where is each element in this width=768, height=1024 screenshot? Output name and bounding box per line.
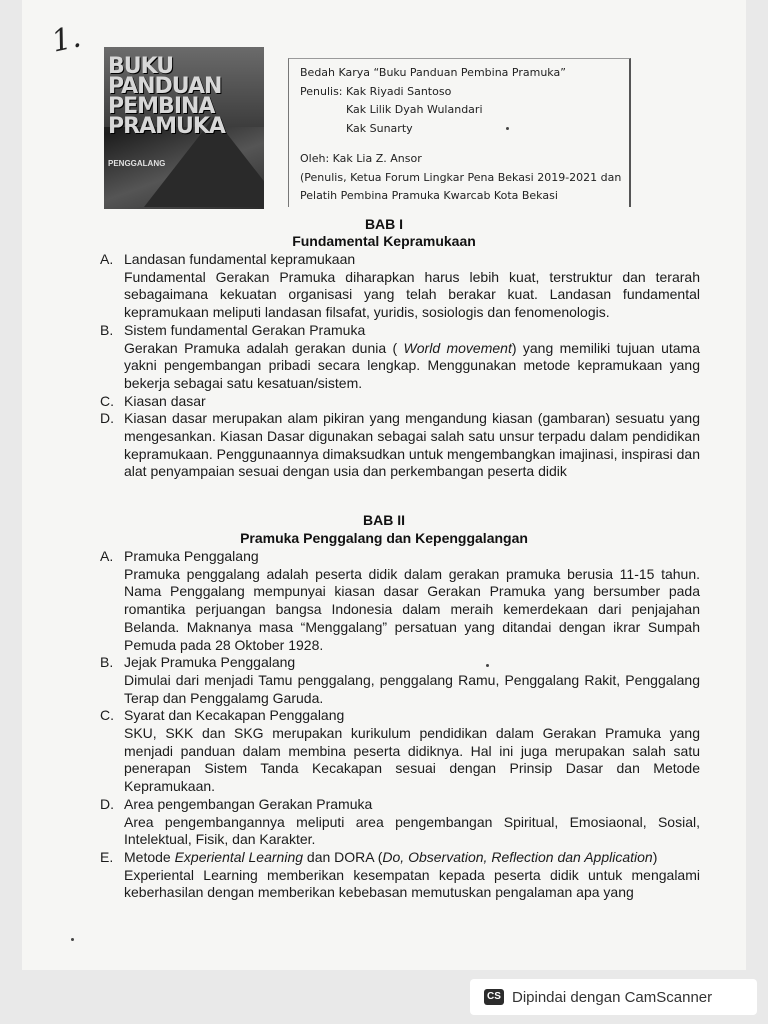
item-title: Area pengembangan Gerakan Pramuka — [124, 795, 373, 812]
item-title: Jejak Pramuka Penggalang — [124, 654, 296, 671]
item-title: Syarat dan Kecakapan Penggalang — [124, 707, 345, 724]
item-letter: A. — [100, 548, 114, 564]
item-letter: D. — [100, 410, 114, 427]
authors-label: Penulis: Kak Riyadi Santoso — [300, 84, 452, 98]
bab2-content — [100, 548, 700, 902]
item-body: Pramuka penggalang adalah peserta didik dalam gerakan pramuka berusia 11-15 tahun. Nama Penggalang mempunyai kiasan dasar Gerakan Pramuka yang bersumber pada romantika perjuangan bangsa Indonesia dalam meraih kemerdekaan dari penjajahan Belanda. Maknanya masa “Menggalang” persatuan yang ditandai dengan ikrar Sumpah Pemuda pada 28 Oktober 1928. — [124, 565, 700, 653]
item-body: SKU, SKK dan SKG merupakan kurikulum pendidikan dalam Gerakan Pramuka yang menjadi panduan dalam membina peserta didiknya. Hal ini juga merupakan salah satu penerapan Sistem Tanda Kecakapan sesuai dengan Prinsip Dasar dan Metode Kepramukaan. — [124, 725, 700, 795]
item-title-emphasis: Experiental Learning — [174, 848, 304, 865]
item-title-text: dan DORA ( — [303, 848, 383, 865]
cover-title-art — [108, 54, 258, 139]
bab1-content — [100, 251, 700, 481]
author-name: Kak Lilik Dyah Wulandari — [346, 103, 483, 116]
item-letter: B. — [100, 654, 114, 671]
item-title-text: ) — [652, 848, 658, 865]
item-body: Dimulai dari menjadi Tamu penggalang, penggalang Ramu, Penggalang Rakit, Penggalang Terap dan Penggalamg Garuda. — [124, 671, 700, 706]
list-item — [100, 849, 700, 902]
item-body: Fundamental Gerakan Pramuka diharapkan harus lebih kuat, terstruktur dan terarah sebagaimana kekuatan organisasi yang telah berakar kuat. Landasan fundamental kepramukaan meliputi landasan filsafat, yuridis, sosiologis dan fenomenologis. — [124, 268, 700, 321]
author-name: Kak Sunarty — [346, 121, 413, 135]
bab2-title: Pramuka Penggalang dan Kepenggalangan — [240, 530, 528, 546]
list-item — [100, 251, 700, 322]
list-item — [100, 548, 700, 654]
cover-subtitle: PENGGALANG — [108, 159, 166, 168]
item-title-text: Metode — [124, 848, 175, 865]
item-letter: C. — [100, 392, 114, 409]
item-letter: C. — [100, 707, 114, 724]
handwritten-mark: 1. — [48, 19, 84, 60]
scan-speck — [486, 664, 489, 667]
item-letter: E. — [100, 848, 114, 865]
bab1-title: Fundamental Kepramukaan — [292, 233, 476, 249]
list-item — [100, 796, 700, 849]
scan-speck — [506, 127, 509, 130]
item-body-emphasis: World movement — [403, 339, 512, 356]
item-body: Area pengembangannya meliputi area pengembangan Spiritual, Emosiaonal, Sosial, Intelektual, Fisik, dan Karakter. — [124, 813, 700, 848]
item-body: Experiental Learning memberikan kesempatan kepada peserta didik untuk mengalami keberhasilan dengan memberikan kebebasan memutuskan pengalaman apa yang — [124, 866, 700, 901]
item-letter: B. — [100, 321, 114, 338]
camscanner-text: Dipindai dengan CamScanner — [512, 988, 713, 1006]
item-title: Pramuka Penggalang — [124, 548, 259, 564]
list-item — [100, 654, 700, 707]
item-title: Kiasan dasar — [124, 392, 206, 409]
cover-title-line: BUKU — [108, 54, 174, 79]
camscanner-icon: CS — [484, 989, 504, 1005]
camscanner-watermark — [470, 979, 757, 1015]
list-item — [100, 322, 700, 393]
list-item — [100, 410, 700, 481]
item-letter: A. — [100, 251, 114, 267]
bab2-label: BAB II — [363, 512, 405, 528]
cover-title-line: PEMBINA — [108, 94, 215, 119]
item-body-text: ) yang memiliki tujuan utama yakni pengembangan pribadi secara lengkap. Menggunakan metode kepramukaan yang bekerja sebagai satu kesatuan/sistem. — [124, 339, 700, 391]
item-body-text: Gerakan Pramuka adalah gerakan dunia ( — [124, 339, 404, 356]
item-letter: D. — [100, 795, 114, 812]
reviewer-affiliation: Pelatih Pembina Pramuka Kwarcab Kota Bekasi — [300, 189, 558, 202]
review-title: Bedah Karya “Buku Panduan Pembina Pramuka” — [300, 66, 566, 79]
item-body: Kiasan dasar merupakan alam pikiran yang mengandung kiasan (gambaran) sesuatu yang mengesankan. Kiasan Dasar digunakan sebagai salah satu unsur terpadu dalam pendidikan kepramukaan. Penggunaannya dimaksudkan untuk mengembangkan imajinasi, inspirasi dan alat penyampaian sesuai dengan usia dan perkembangan peserta didik — [124, 410, 700, 480]
item-title — [100, 849, 700, 867]
list-item — [100, 393, 700, 411]
cover-title-line: PRAMUKA — [108, 114, 225, 139]
list-item — [100, 707, 700, 796]
item-title-emphasis: Do, Observation, Reflection dan Application — [382, 848, 653, 865]
book-review-header — [300, 64, 630, 206]
scan-speck — [71, 938, 74, 941]
item-title: Sistem fundamental Gerakan Pramuka — [124, 321, 366, 338]
book-cover-image — [104, 47, 264, 209]
item-title: Landasan fundamental kepramukaan — [124, 251, 356, 267]
reviewer-affiliation: (Penulis, Ketua Forum Lingkar Pena Bekasi 2019-2021 dan — [300, 170, 622, 184]
reviewer-name: Oleh: Kak Lia Z. Ansor — [300, 152, 422, 165]
cover-title-line: PANDUAN — [108, 74, 222, 99]
item-body — [100, 340, 700, 393]
bab1-label: BAB I — [364, 216, 404, 232]
